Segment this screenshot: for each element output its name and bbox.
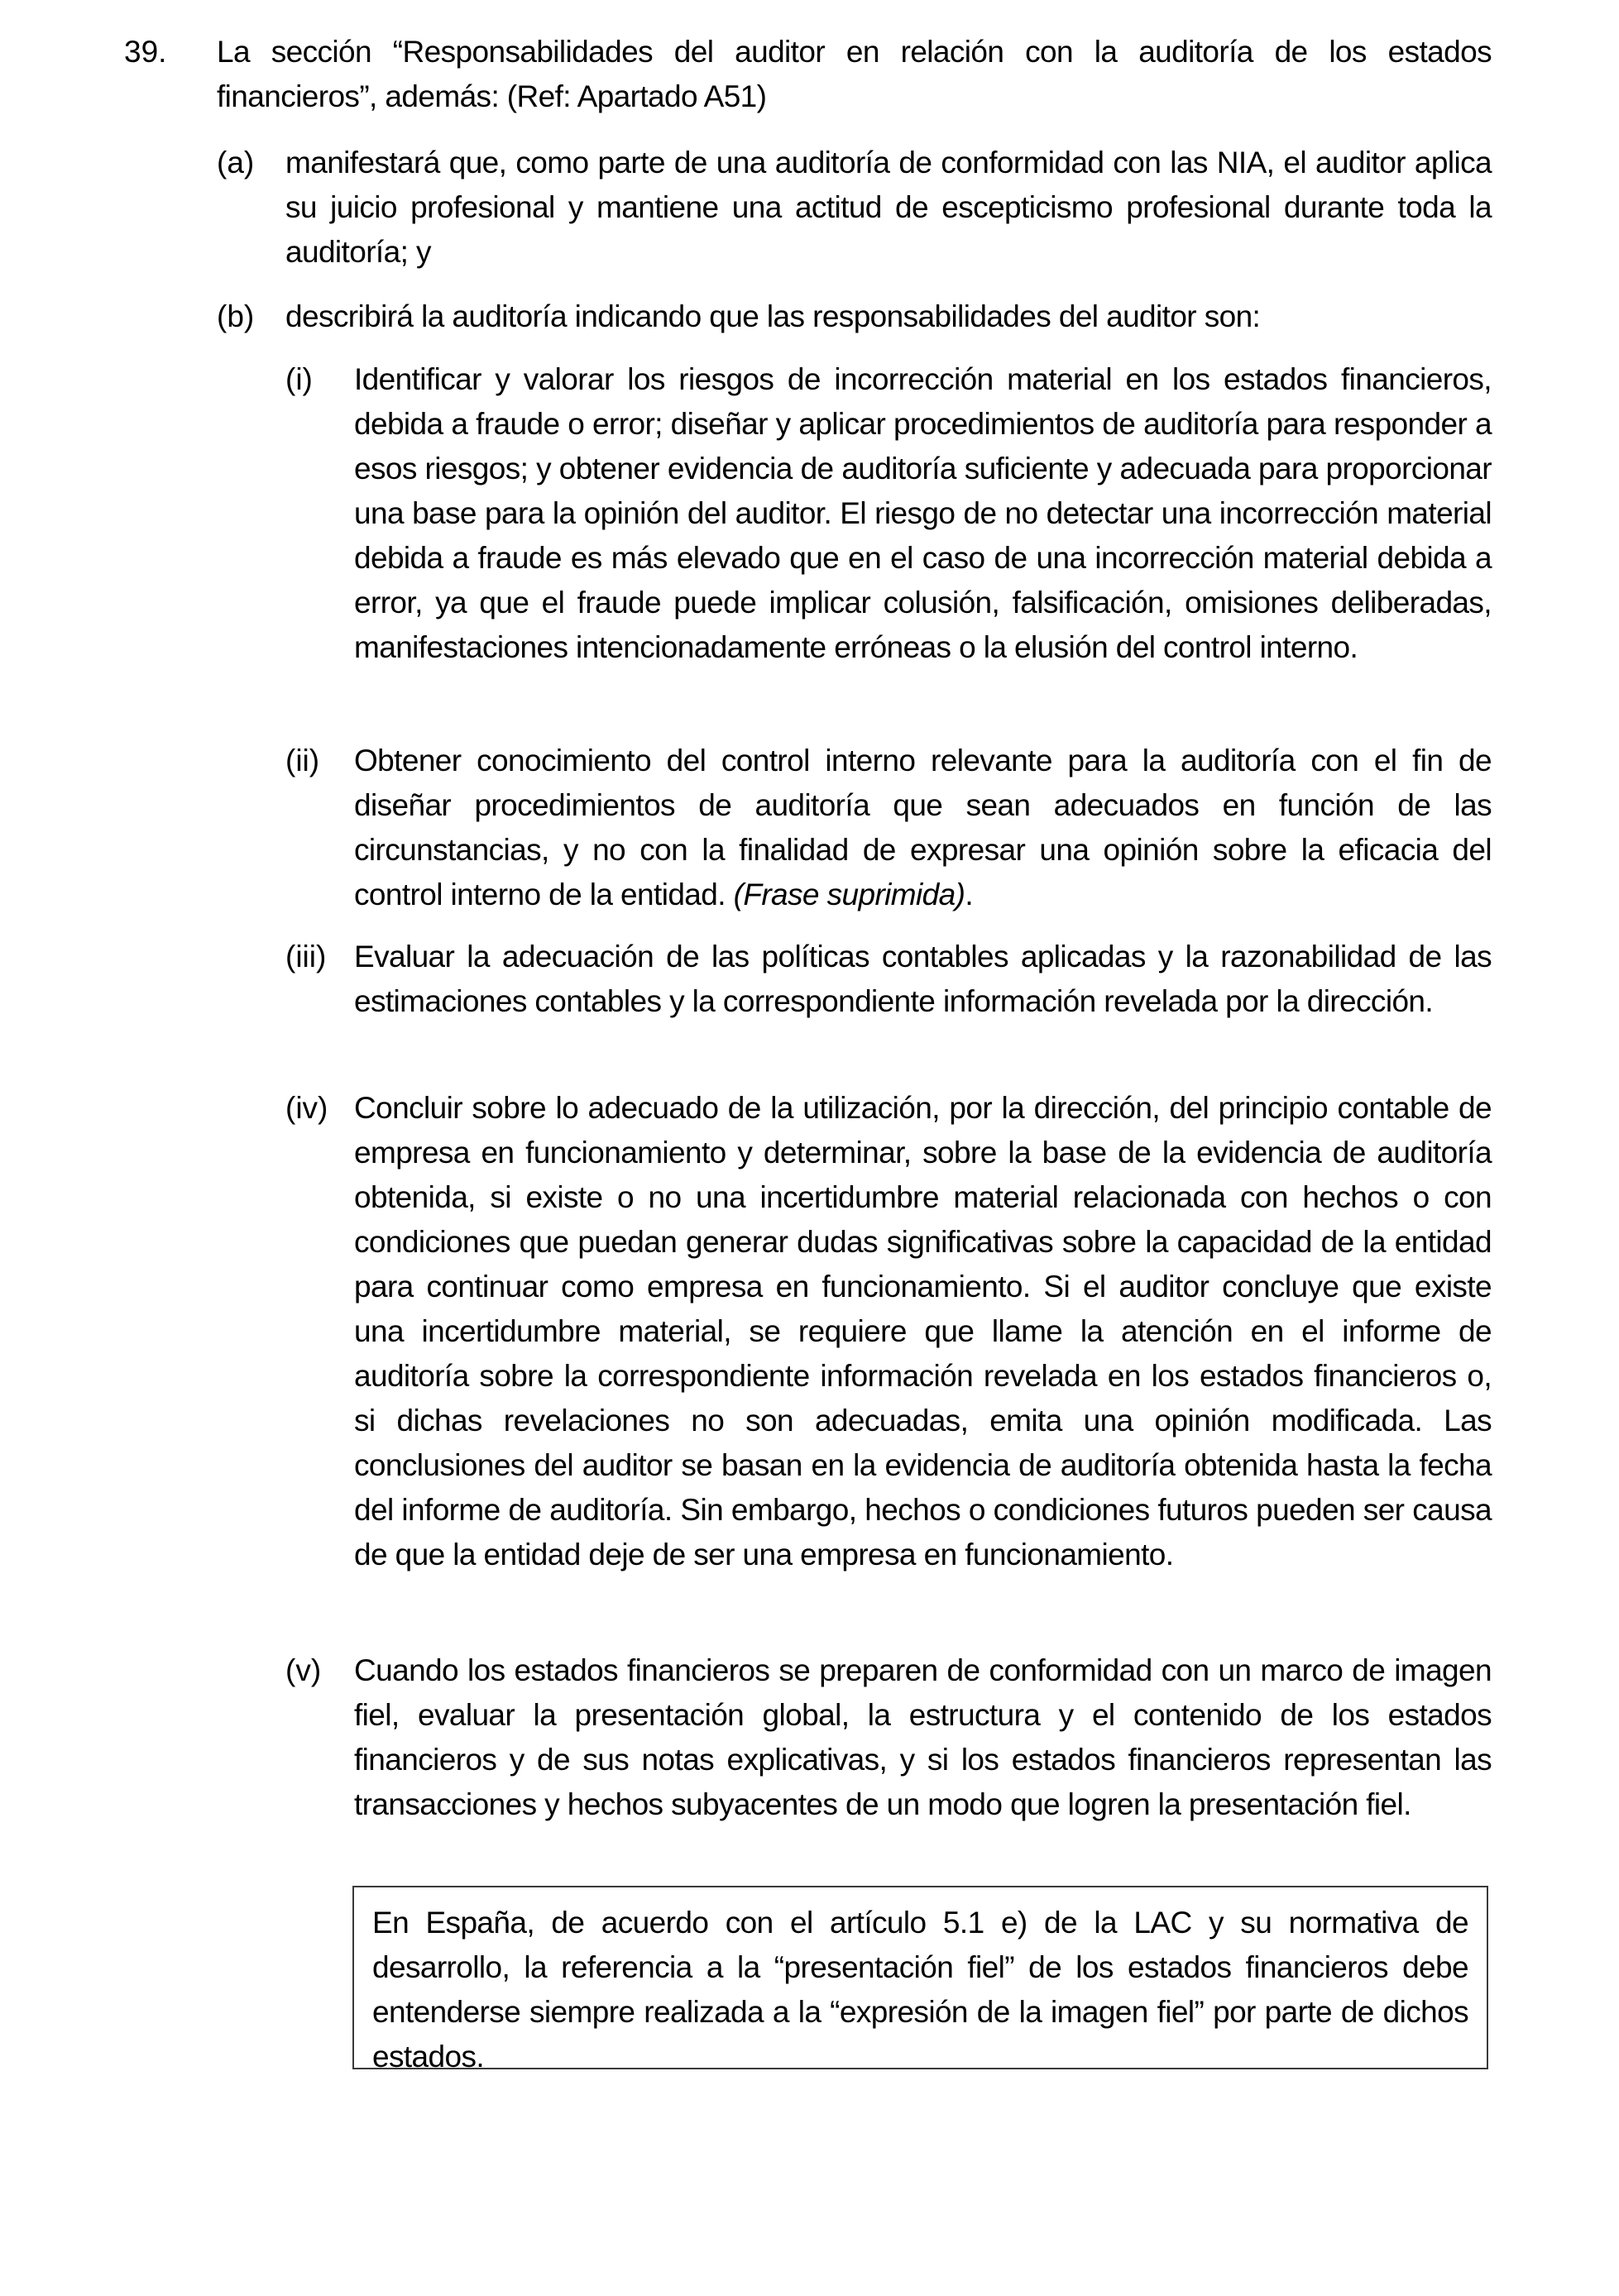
subitem-v-text: Cuando los estados financieros se preparen de conformidad con un marco de imagen fiel, evaluar la presentación global, la estructura y el contenido de los estados financieros y de sus notas explicativas, y si los estados financieros representan las transacciones y hechos subyacentes de un modo que logren la presentación fiel. — [354, 1653, 1492, 1821]
subitem-iv-label: (iv) — [285, 1091, 328, 1125]
item-a-text: manifestará que, como parte de una auditoría de conformidad con las NIA, el auditor aplica su juicio profesional y mantiene una actitud de escepticismo profesional durante toda la auditoría; y — [285, 146, 1492, 269]
subitem-iii-label: (iii) — [285, 940, 327, 973]
paragraph-number: 39. — [124, 35, 167, 69]
subitem-i-label: (i) — [285, 362, 313, 396]
subitem-ii-trailing: . — [965, 878, 973, 911]
subitem-ii-label: (ii) — [285, 744, 320, 777]
subitem-v-label: (v) — [285, 1653, 322, 1687]
paragraph-intro: La sección “Responsabilidades del auditor en relación con la auditoría de los estados financieros”, además: (Ref: Apartado A51) — [217, 35, 1492, 113]
subitem-ii-body: Obtener conocimiento del control interno relevante para la auditoría con el fin de diseñar procedimientos de auditoría que sean adecuados en función de las circunstancias, y no con la finalidad de expresar una opinión sobre la eficacia del control interno de la entidad. — [354, 744, 1492, 911]
item-b-text: describirá la auditoría indicando que las responsabilidades del auditor son: — [285, 299, 1261, 333]
spain-note-box — [352, 1886, 1488, 2074]
subitem-iii-text: Evaluar la adecuación de las políticas contables aplicadas y la razonabilidad de las estimaciones contables y la correspondiente información revelada por la dirección. — [354, 940, 1492, 1018]
subitem-ii-italic-note: (Frase suprimida) — [733, 878, 965, 911]
subitem-iv-text: Concluir sobre lo adecuado de la utilización, por la dirección, del principio contable de empresa en funcionamiento y determinar, sobre la base de la evidencia de auditoría obtenida, si existe o no una incertidumbre material relacionada con hechos o con condiciones que puedan generar dudas significativas sobre la capacidad de la entidad para continuar como empresa en funcionamiento. Si el auditor concluye que existe una incertidumbre material, se requiere que llame la atención en el informe de auditoría sobre la correspondiente información revelada en los estados financieros o, si dichas revelaciones no son adecuadas, emita una opinión modificada. Las conclusiones del auditor se basan en la evidencia de auditoría obtenida hasta la fecha del informe de auditoría. Sin embargo, hechos o condiciones futuros pueden ser causa de que la entidad deje de ser una empresa en funcionamiento. — [354, 1091, 1492, 1571]
subitem-i-text: Identificar y valorar los riesgos de incorrección material en los estados financieros, debida a fraude o error; diseñar y aplicar procedimientos de auditoría para responder a esos riesgos; y obtener evidencia de auditoría suficiente y adecuada para proporcionar una base para la opinión del auditor. El riesgo de no detectar una incorrección material debida a fraude es más elevado que en el caso de una incorrección material debida a error, ya que el fraude puede implicar colusión, falsificación, omisiones deliberadas, manifestaciones intencionadamente erróneas o la elusión del control interno. — [354, 362, 1492, 664]
item-a-label: (a) — [217, 146, 255, 179]
subitem-ii-text — [354, 739, 1492, 917]
item-b-label: (b) — [217, 299, 255, 333]
spain-note-text: En España, de acuerdo con el artículo 5.1 e) de la LAC y su normativa de desarrollo, la referencia a la “presentación fiel” de los estados financieros debe entenderse siempre realizada a la “expresión de la imagen fiel” por parte de dichos estados. — [372, 1906, 1468, 2074]
